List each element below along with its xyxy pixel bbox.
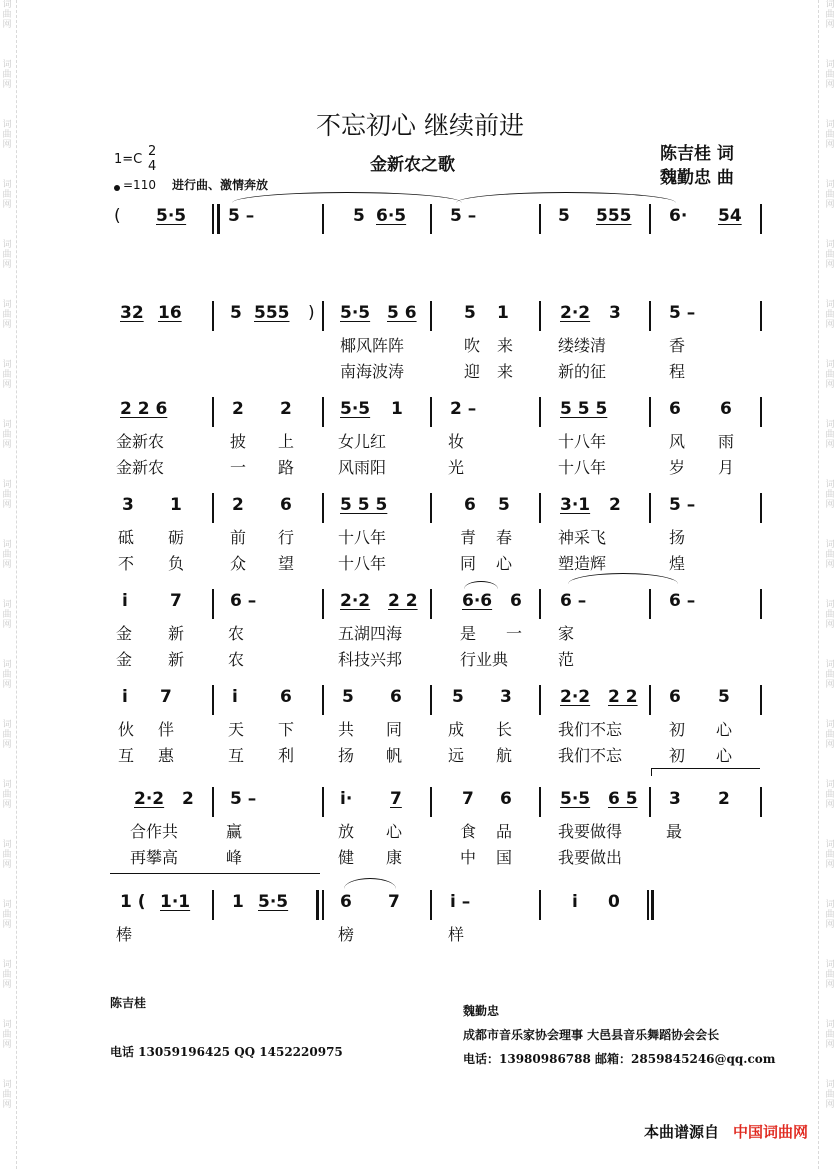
lyric: 范 [558,650,575,669]
note: 5 6 [387,303,417,323]
note: 7 [170,591,182,611]
note: 6 [340,892,352,912]
note: 3 [609,303,621,323]
watermark-text: 词曲网 [825,1080,835,1110]
lyric: 前 [230,528,247,547]
note: i [122,687,128,707]
lyric: 负 [168,554,185,573]
lyric: 月 [718,458,735,477]
note: 1 [232,892,244,912]
lyric: 上 [278,432,295,451]
lyric: 惠 [158,746,175,765]
lyric: 新 [168,650,185,669]
song-subtitle: 金新农之歌 [370,155,455,175]
lyric: 程 [669,362,686,381]
lyric: 十八年 [338,528,387,547]
note: 6 [280,495,292,515]
note: 2 [280,399,292,419]
watermark-text: 词曲网 [825,540,835,570]
lyric: 成 [448,720,465,739]
note: 7 [388,892,400,912]
note: 6 – [669,591,696,611]
lyric: 科技兴邦 [338,650,403,669]
note: 555 [254,303,290,323]
watermark-text: 词曲网 [2,480,12,510]
lyric: 下 [278,720,295,739]
lyric: 扬 [338,746,355,765]
lyric: 合作共 [130,822,179,841]
watermark-text: 词曲网 [825,180,835,210]
watermark-text: 词曲网 [2,360,12,390]
watermark-text: 词曲网 [825,600,835,630]
lyric: 一 [506,624,523,643]
lyric: 我要做出 [558,848,623,867]
lyric: 赢 [226,822,243,841]
lyric: 棒 [116,925,133,944]
watermark-text: 词曲网 [825,420,835,450]
lyric: 品 [496,822,513,841]
note: 2·2 [560,687,591,707]
lyric: 我要做得 [558,822,623,841]
note: 16 [158,303,182,323]
note: 2 [718,789,730,809]
note: 2 [232,399,244,419]
watermark-text: 词曲网 [825,1020,835,1050]
watermark-text: 词曲网 [2,0,12,30]
lyric: 行 [278,528,295,547]
note: 5 [230,303,242,323]
source-site-link[interactable]: 中国词曲网 [732,1123,808,1141]
right-watermark [823,0,837,1140]
lyric: 望 [278,554,295,573]
note: 6· [669,206,688,226]
lyric: 我们不忘 [558,746,623,765]
lyric: 椰风阵阵 [340,336,405,355]
watermark-text: 词曲网 [2,900,12,930]
lyric: 互 [228,746,245,765]
lyric: 农 [228,650,245,669]
watermark-text: 词曲网 [2,420,12,450]
note: 6 [510,591,522,611]
note: 5 [353,206,365,226]
lyric: 妆 [448,432,465,451]
watermark-text: 词曲网 [2,780,12,810]
lyric: 帆 [386,746,403,765]
note: 2 [182,789,194,809]
lyric: 金 [116,624,133,643]
lyric: 来 [497,362,514,381]
watermark-text: 词曲网 [825,300,835,330]
note: 5 [342,687,354,707]
watermark-text: 词曲网 [825,360,835,390]
note: 3·1 [560,495,591,515]
lyric: 风雨阳 [338,458,387,477]
lyric: 行业典 [460,650,509,669]
tempo-value: =110 [123,178,156,192]
note: 6·6 [462,591,493,611]
lyric: 同 [386,720,403,739]
lyricist-credit: 陈吉桂 词 [660,144,734,164]
quarter-note-icon [114,185,120,191]
note: 6 [390,687,402,707]
lyric: 初 [669,746,686,765]
lyric: 披 [230,432,247,451]
note: 3 [500,687,512,707]
lyric: 放 [338,822,355,841]
note: i [572,892,578,912]
song-title: 不忘初心 继续前进 [316,111,524,140]
watermark-text: 词曲网 [2,300,12,330]
note: 1 [497,303,509,323]
watermark-text: 词曲网 [825,900,835,930]
note: i [232,687,238,707]
note: 5·5 [156,206,187,226]
lyric: 金 [116,650,133,669]
watermark-text: 词曲网 [2,120,12,150]
watermark-text: 词曲网 [2,1020,12,1050]
note: 555 [596,206,632,226]
note: 6 – [560,591,587,611]
note: 2 – [450,399,477,419]
watermark-text: 词曲网 [2,180,12,210]
note: 2 2 [608,687,638,707]
note: 7 [390,789,402,809]
note: 2 2 [388,591,418,611]
note: 54 [718,206,742,226]
lyric: 风 [669,432,686,451]
note: 2·2 [340,591,371,611]
lyric: 女儿红 [338,432,387,451]
watermark-text: 词曲网 [2,600,12,630]
note: i [122,591,128,611]
time-sig-top: 2 [148,144,157,159]
note: 5·5 [340,399,371,419]
note: 5 – [230,789,257,809]
note: 32 [120,303,144,323]
lyric: 吹 [464,336,481,355]
composer-credit: 魏勤忠 曲 [660,168,734,188]
lyric: 不 [118,554,135,573]
watermark-text: 词曲网 [2,660,12,690]
lyric: 迎 [464,362,481,381]
lyric: 样 [448,925,465,944]
lyric: 中 [460,848,477,867]
note: 6 [669,399,681,419]
note: 7 [160,687,172,707]
note: 6 5 [608,789,638,809]
note: 3 [669,789,681,809]
composer-name: 魏勤忠 [463,1004,500,1018]
lyric: 南海波涛 [340,362,405,381]
note: 2 2 6 [120,399,168,419]
tempo-marking [114,178,156,192]
note: ( [114,206,121,226]
note: 6 – [230,591,257,611]
lyric: 金新农 [116,458,165,477]
lyric: 最 [666,822,683,841]
watermark-text: 词曲网 [825,720,835,750]
time-signature [148,144,156,174]
note: 5 – [228,206,255,226]
lyric: 我们不忘 [558,720,623,739]
lyric: 新 [168,624,185,643]
lyricist-contact: 电话 13059196425 QQ 1452220975 [110,1045,343,1059]
lyric: 五湖四海 [338,624,403,643]
note: 5 [558,206,570,226]
note: 5 – [669,495,696,515]
note: 7 [462,789,474,809]
note: 5·5 [340,303,371,323]
note: 5 [498,495,510,515]
note: 5 – [450,206,477,226]
lyric: 农 [228,624,245,643]
lyric: 互 [118,746,135,765]
watermark-text: 词曲网 [2,1080,12,1110]
watermark-text: 词曲网 [825,120,835,150]
watermark-text: 词曲网 [2,840,12,870]
note: 1 [170,495,182,515]
watermark-text: 词曲网 [825,0,835,30]
lyric: 远 [448,746,465,765]
lyric: 同 [460,554,477,573]
watermark-text: 词曲网 [825,960,835,990]
lyric: 香 [669,336,686,355]
lyric: 天 [228,720,245,739]
note: 2·2 [134,789,165,809]
watermark-text: 词曲网 [825,240,835,270]
lyric: 新的征 [558,362,607,381]
lyric: 再攀高 [130,848,179,867]
note: 1 ( [120,892,146,912]
lyric: 是 [460,624,477,643]
note: 1·1 [160,892,191,912]
key-signature: 1=C [114,152,143,167]
note: 5·5 [560,789,591,809]
note: 5 5 5 [340,495,388,515]
lyric: 航 [496,746,513,765]
lyric: 峰 [226,848,243,867]
lyric: 初 [669,720,686,739]
lyric: 扬 [669,528,686,547]
lyric: 众 [230,554,247,573]
lyric: 共 [338,720,355,739]
lyric: 金新农 [116,432,165,451]
note: 5 [464,303,476,323]
lyric: 伙 [118,720,135,739]
lyric: 春 [496,528,513,547]
source-credit [644,1121,808,1142]
note: 6 [500,789,512,809]
lyric: 砺 [168,528,185,547]
note: 5 [452,687,464,707]
lyric: 心 [496,554,513,573]
lyric: 食 [460,822,477,841]
note: 6·5 [376,206,407,226]
left-watermark [0,0,14,1140]
lyric: 健 [338,848,355,867]
note: 2·2 [560,303,591,323]
lyric: 十八年 [338,554,387,573]
lyric: 心 [716,746,733,765]
lyric: 利 [278,746,295,765]
note: 6 [464,495,476,515]
lyric: 家 [558,624,575,643]
lyric: 康 [386,848,403,867]
lyric: 心 [716,720,733,739]
lyric: 伴 [158,720,175,739]
lyric: 来 [497,336,514,355]
lyric: 十八年 [558,432,607,451]
note: 0 [608,892,620,912]
note: 6 [669,687,681,707]
note: i – [450,892,471,912]
lyric: 光 [448,458,465,477]
lyric: 心 [386,822,403,841]
watermark-text: 词曲网 [2,960,12,990]
note: 5·5 [258,892,289,912]
note: ) [308,303,315,323]
lyric: 榜 [338,925,355,944]
lyricist-name: 陈吉桂 [110,996,147,1010]
note: 6 [280,687,292,707]
note: 2 [232,495,244,515]
watermark-text: 词曲网 [2,720,12,750]
lyric: 砥 [118,528,135,547]
lyric: 塑造辉 [558,554,607,573]
watermark-text: 词曲网 [825,840,835,870]
note: i· [340,789,353,809]
note: 5 [718,687,730,707]
note: 1 [391,399,403,419]
lyric: 国 [496,848,513,867]
watermark-text: 词曲网 [2,240,12,270]
lyric: 长 [496,720,513,739]
watermark-text: 词曲网 [825,660,835,690]
lyric: 路 [278,458,295,477]
lyric: 青 [460,528,477,547]
lyric: 岁 [669,458,686,477]
note: 3 [122,495,134,515]
lyric: 煌 [669,554,686,573]
composer-contact: 电话：13980986788 邮箱：2859845246@qq.com [463,1052,776,1066]
time-sig-bottom: 4 [148,159,157,174]
source-label: 本曲谱源自 [643,1123,719,1141]
note: 5 – [669,303,696,323]
watermark-text: 词曲网 [825,60,835,90]
watermark-text: 词曲网 [2,60,12,90]
lyric: 一 [230,458,247,477]
lyric: 缕缕清 [558,336,607,355]
watermark-text: 词曲网 [825,780,835,810]
lyric: 雨 [718,432,735,451]
style-marking: 进行曲、激情奔放 [172,178,269,192]
composer-title: 成都市音乐家协会理事 大邑县音乐舞蹈协会会长 [463,1028,720,1042]
note: 6 [720,399,732,419]
watermark-text: 词曲网 [2,540,12,570]
lyric: 神采飞 [558,528,607,547]
note: 2 [609,495,621,515]
lyric: 十八年 [558,458,607,477]
watermark-text: 词曲网 [825,480,835,510]
note: 5 5 5 [560,399,608,419]
